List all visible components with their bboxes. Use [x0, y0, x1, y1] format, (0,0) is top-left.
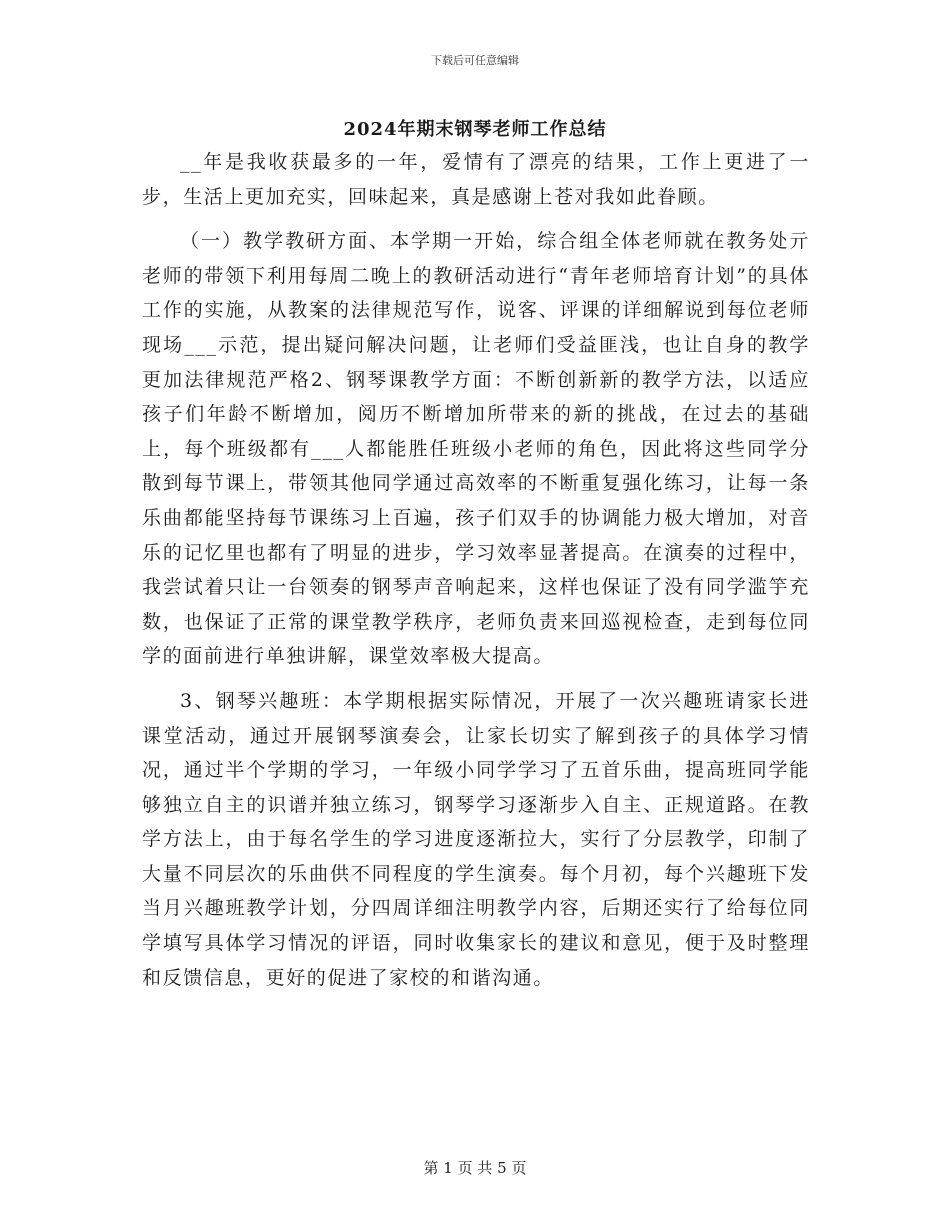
document-title: 2024年期末钢琴老师工作总结: [343, 119, 607, 140]
paragraph-intro: __年是我收获最多的一年，爱情有了漂亮的结果，工作上更进了一步，生活上更加充实，回味起来，真是感谢上苍对我如此眷顾。: [142, 151, 810, 208]
paragraph-teaching: （一）教学教研方面、本学期一开始，综合组全体老师就在教务处亓老师的带领下利用每周二晚上的教研活动进行“青年老师培育计划”的具体工作的实施，从教案的法律规范写作，说客、评课的详细解说到每位老师现场___示范，提出疑问解决问题，让老师们受益匪浅，也让自身的教学更加法律规范严格2、钢琴课教学方面：不断创新新的教学方法，以适应孩子们年龄不断增加，阅历不断增加所带来的新的挑战，在过去的基础上，每个班级都有___人都能胜任班级小老师的角色，因此将这些同学分散到每节课上，带领其他同学通过高效率的不断重复强化练习，让每一条乐曲都能坚持每节课练习上百遍，孩子们双手的协调能力极大增加，对音乐的记忆里也都有了明显的进步，学习效率显著提高。在演奏的过程中，我尝试着只让一台领奏的钢琴声音响起来，这样也保证了没有同学滥竽充数，也保证了正常的课堂教学秩序，老师负责来回巡视检查，走到每位同学的面前进行单独讲解，课堂效率极大提高。: [142, 230, 810, 668]
page-footer: 第 1 页 共 5 页: [423, 1159, 527, 1177]
document-body: [142, 145, 810, 995]
header-note: 下载后可任意编辑: [431, 54, 519, 67]
paragraph-interest-class: 3、钢琴兴趣班：本学期根据实际情况，开展了一次兴趣班请家长进课堂活动，通过开展钢琴演奏会，让家长切实了解到孩子的具体学习情况，通过半个学期的学习，一年级小同学学习了五首乐曲，提高班同学能够独立自主的识谱并独立练习，钢琴学习逐渐步入自主、正规道路。在教学方法上，由于每名学生的学习进度逐渐拉大，实行了分层教学，印制了大量不同层次的乐曲供不同程度的学生演奏。每个月初，每个兴趣班下发当月兴趣班教学计划，分四周详细注明教学内容，后期还实行了给每位同学填写具体学习情况的评语，同时收集家长的建议和意见，便于及时整理和反馈信息，更好的促进了家校的和谐沟通。: [142, 689, 810, 989]
